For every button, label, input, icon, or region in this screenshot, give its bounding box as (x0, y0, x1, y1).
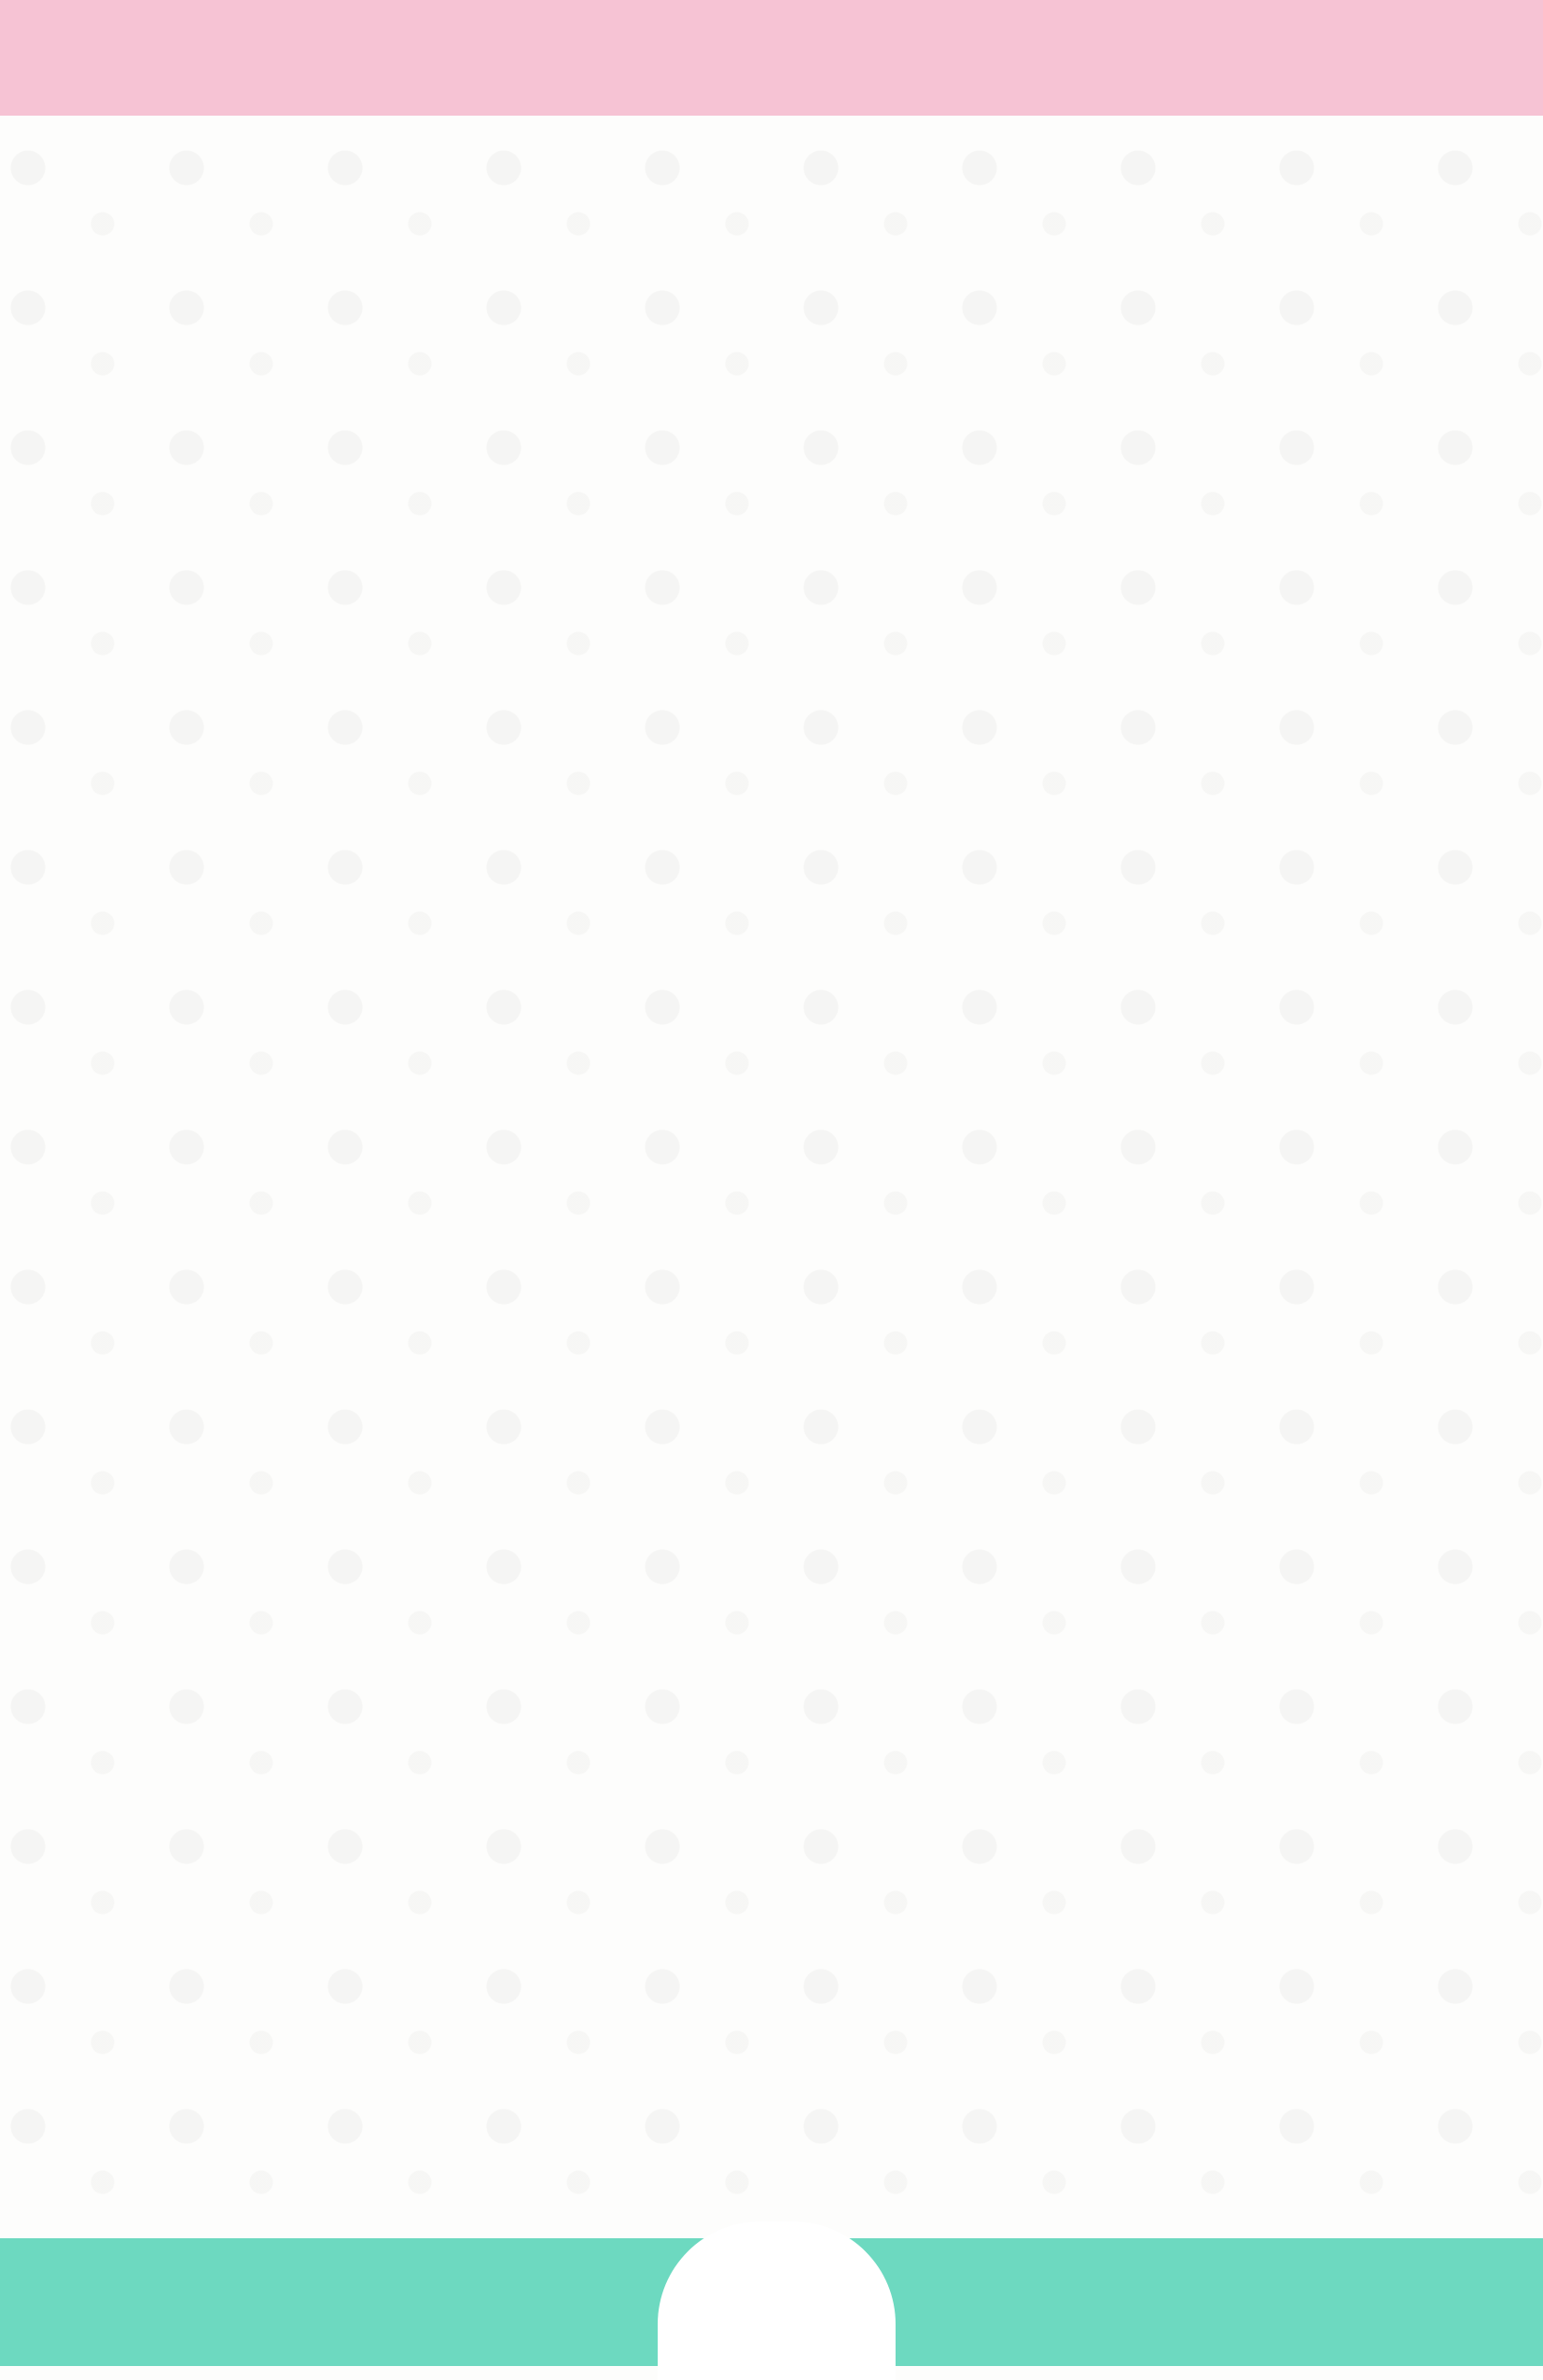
top-decorative-band (0, 0, 1543, 116)
woven-pattern-icon (0, 0, 1543, 116)
page-body (166, 170, 1377, 221)
